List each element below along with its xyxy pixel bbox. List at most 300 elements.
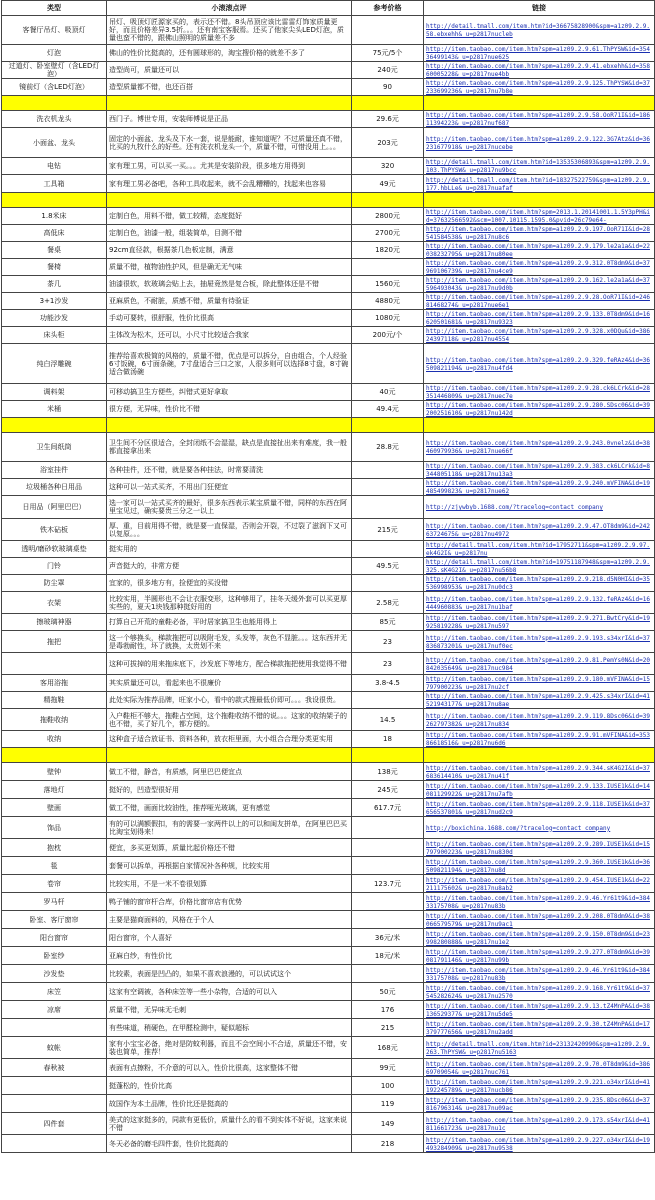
cell-link [424, 911, 655, 929]
cell-type [2, 1077, 107, 1095]
product-link[interactable]: http://item.taobao.com/item.htm?spm=a1z09.2.9.46.Yr61t9&id=38433175708&_u=p2817nu83b [426, 966, 650, 982]
product-link[interactable]: http://detail.tmall.com/item.htm?id=19751187948&spm=a1z09.2.9.325.sK4G2I&_u=p2817nu56b8 [426, 559, 650, 574]
cell-type: 阳台窗帘 [2, 929, 107, 947]
cell-price: 1560元 [352, 276, 424, 293]
product-link[interactable]: http://item.taobao.com/item.htm?spm=a1z09.2.9.30.tZ4MnPA&id=17379777656&_u=p2817nu2add [426, 1020, 650, 1036]
table-body [2, 16, 655, 1153]
product-link[interactable]: http://zjywbyb.1688.com/?tracelog=contact_company [426, 504, 604, 511]
table-row [2, 592, 655, 614]
cell-type: 透明/磨砂软玻璃桌垫 [2, 541, 107, 558]
cell-price: 40元 [352, 384, 424, 401]
cell-price: 50元 [352, 983, 424, 1001]
table-row [2, 763, 655, 781]
table-row [2, 631, 655, 653]
cell-link [424, 401, 655, 418]
cell-review: 做工不错，画面比较油性，推荐哑光玻璃，更有感觉 [107, 799, 352, 817]
table-row [2, 496, 655, 519]
cell-link [424, 16, 655, 45]
cell-link [424, 276, 655, 293]
table-row [2, 1037, 655, 1059]
cell-review: 选一家可以一站式买齐的最好，很多东西表示某宝质量不错，同样的东西在阿里宝见过，确实要贵三分之一以上 [107, 496, 352, 519]
cell-link [424, 310, 655, 327]
cell-review: 做工不错，静音，有质感，阿里巴巴便宜点 [107, 763, 352, 781]
cell-review: 鸭子铺的窗帘杆合库，价格比窗帘店有优势 [107, 893, 352, 911]
cell-review: 这一个够换头，梯款拖把可以吸附毛发，头发等，灰色不显脏。。。这东西并无是毒勃耐性，坏了就换，太贵划不来 [107, 631, 352, 653]
cell-price: 23 [352, 631, 424, 653]
cell-type: 小面盆、龙头 [2, 128, 107, 158]
cell-review: 佛山的性价比挺高的，还有圆球形的，淘宝搜价格的就差不多了 [107, 45, 352, 62]
cell-review: 冬天必备的磨毛四件套，性价比挺高的 [107, 1135, 352, 1153]
table-row [2, 111, 655, 128]
cell-link [424, 817, 655, 839]
cell-link [424, 839, 655, 857]
cell-price [352, 259, 424, 276]
cell-price [352, 893, 424, 911]
cell-type: 收纳 [2, 731, 107, 748]
cell-type: 抱枕 [2, 839, 107, 857]
separator-cell [424, 193, 655, 208]
cell-price: 617.7元 [352, 799, 424, 817]
table-row [2, 675, 655, 692]
cell-type: 日用品（阿里巴巴） [2, 496, 107, 519]
table-row [2, 62, 655, 79]
table-row [2, 653, 655, 675]
cell-review: 打算自己开荒的童鞋必备，平时居家搞卫生也能用得上 [107, 614, 352, 631]
separator-row [2, 418, 655, 433]
cell-review: 各种挂件，还不错，就是要各种挂法，时常要清洗 [107, 462, 352, 479]
cell-type: 米桶 [2, 401, 107, 418]
shopping-list-table [1, 0, 655, 1153]
cell-type: 卧室、客厅窗帘 [2, 911, 107, 929]
product-link[interactable]: http://item.taobao.com/item.htm?spm=a1z09.2.9.329.feRAz4&id=36509821194&_u=p2817nu4fd4 [426, 356, 650, 372]
cell-link [424, 433, 655, 462]
product-link[interactable]: http://item.taobao.com/item.htm?spm=a1z09.2.9.70.0T8dm9&id=38669709054&_u=p2817nuc761 [426, 1060, 650, 1076]
table-row [2, 128, 655, 158]
cell-type: 茶几 [2, 276, 107, 293]
cell-price [352, 541, 424, 558]
cell-type: 卧室纱 [2, 947, 107, 965]
cell-price: 245元 [352, 781, 424, 799]
product-link[interactable]: http://item.taobao.com/item.htm?spm=a1z09.2.9.328.x0DQu&id=38624397118&_u=p2817nu4554 [426, 328, 650, 343]
cell-review: 这种可拔掉的用来拖床底下，沙发底下等地方，配合梯款拖把使用我觉得不错 [107, 653, 352, 675]
cell-review: 美式的这家挺多的，同款有更低价，质量什么的看不到实体不好说，这家来说不错 [107, 1113, 352, 1135]
cell-type: 凉席 [2, 1001, 107, 1019]
table-row [2, 225, 655, 242]
cell-link [424, 175, 655, 193]
table-row [2, 401, 655, 418]
product-link[interactable]: http://item.taobao.com/item.htm?spm=a1z09.2.9.28.OoR71I&id=24681468274&_u=p2817nue6e1 [426, 294, 650, 309]
cell-link [424, 1077, 655, 1095]
cell-price: 1820元 [352, 242, 424, 259]
cell-review: 挺实用的 [107, 541, 352, 558]
cell-type: 工具箱 [2, 175, 107, 193]
cell-type: 高低床 [2, 225, 107, 242]
cell-type: 洗衣机龙头 [2, 111, 107, 128]
cell-link [424, 128, 655, 158]
product-link[interactable]: http://detail.tmall.com/item.htm?id=23132420990&spm=a1z09.2.9.263.ThPYSW&_u=p2817nu5163 [426, 1040, 650, 1056]
header-price: 参考价格 [352, 1, 424, 16]
cell-review: 表面有点擦粉，不介意的可以入，性价比很高，这家整体不错 [107, 1059, 352, 1077]
cell-link [424, 575, 655, 592]
table-row [2, 817, 655, 839]
cell-type: 拖鞋收纳 [2, 709, 107, 731]
separator-row [2, 748, 655, 763]
product-link[interactable]: http://item.taobao.com/item.htm?spm=a1z09.2.9.277.0T8dm9&id=39081791146&_u=p2817nu99b [426, 948, 650, 964]
cell-link [424, 675, 655, 692]
cell-type: 餐桌 [2, 242, 107, 259]
cell-type [2, 1135, 107, 1153]
product-link[interactable]: http://item.taobao.com/item.htm?spm=a1z09.2.9.91.mVFINA&id=35386618516&_u=p2817nu6d6 [426, 732, 650, 747]
product-link[interactable]: http://item.taobao.com/item.htm?spm=a1z09.2.9.235.8Dsc06&id=37816796314&_u=p2817nu09ac [426, 1096, 650, 1112]
cell-type: 灯泡 [2, 45, 107, 62]
cell-review: 家有理工男，可以买一买。。。尤其是安装阶段，很多地方用得到 [107, 158, 352, 175]
cell-review: 定制白色，用料不错，做工较精，态度挺好 [107, 208, 352, 225]
product-link[interactable]: http://item.taobao.com/item.htm?spm=a1z09.2.9.360.IUSE1k&id=36509821194&_u=p2817nu8d [426, 858, 650, 874]
cell-price: 215 [352, 1019, 424, 1037]
product-link[interactable]: http://item.taobao.com/item.htm?spm=a1z09.2.9.425.s34xrI&id=41521943177&_u=p2817nu8ae [426, 693, 650, 708]
product-link[interactable]: http://item.taobao.com/item.htm?spm=a1z09.2.9.133.IUSE1k&id=14081129922&_u=p2817nu7afb [426, 782, 650, 798]
cell-review: 亚麻白纱，有性价比 [107, 947, 352, 965]
cell-price: 75元/5个 [352, 45, 424, 62]
table-row [2, 1135, 655, 1153]
product-link[interactable]: http://item.taobao.com/item.htm?spm=a1z09.2.9.133.0T8dm9&id=16620501681&_u=p2817nu9323 [426, 311, 650, 326]
table-row [2, 158, 655, 175]
cell-link [424, 541, 655, 558]
cell-review: 固定的小面盆、龙头及下水一套，说是能耐，谁知道呢？不过质量还真不错，比买的九牧什么的好些。还有洗衣机龙头一个，质量不错，可惜没用上。。。 [107, 128, 352, 158]
table-row [2, 1095, 655, 1113]
table-row [2, 781, 655, 799]
cell-link [424, 496, 655, 519]
cell-type: 衣架 [2, 592, 107, 614]
cell-type: 壁画 [2, 799, 107, 817]
cell-review: 手动可要转，很舒服，性价比很高 [107, 310, 352, 327]
table-row [2, 479, 655, 496]
cell-link [424, 225, 655, 242]
product-link[interactable]: http://detail.tmall.com/item.htm?id=13535306893&spm=a1z09.2.9.103.ThPYSW&_u=p2817nu9bcc [426, 159, 650, 174]
product-link[interactable]: http://item.taobao.com/item.htm?spm=a1z09.2.9.383.ck6LCrk&id=8344805118&_u=p2817nu13a3 [426, 463, 650, 478]
product-link[interactable]: http://item.taobao.com/item.htm?spm=a1z09.2.9.240.mVFINA&id=19485499823&_u=p2817nue62 [426, 480, 650, 495]
cell-price: 215元 [352, 519, 424, 541]
cell-link [424, 293, 655, 310]
cell-price: 18 [352, 731, 424, 748]
cell-type: 防尘罩 [2, 575, 107, 592]
table-row [2, 1019, 655, 1037]
separator-cell [107, 193, 352, 208]
cell-review: 便宜，多买更划算，质量比起价格还不错 [107, 839, 352, 857]
cell-type: 卫生间纸筒 [2, 433, 107, 462]
product-link[interactable]: http://item.taobao.com/item.htm?spm=a1z09.2.9.243.0vnelz&id=38460979936&_u=p2817nue66f [426, 440, 650, 455]
cell-link [424, 111, 655, 128]
cell-review: 这家有空调被，各种床笠等一些小杂物，合适的可以入 [107, 983, 352, 1001]
separator-cell [2, 96, 107, 111]
cell-type [2, 653, 107, 675]
cell-review: 声音挺大的，非常方便 [107, 558, 352, 575]
separator-cell [2, 748, 107, 763]
cell-review: 挺好的，凹造型很好用 [107, 781, 352, 799]
table-row [2, 1059, 655, 1077]
separator-cell [107, 418, 352, 433]
cell-link [424, 1037, 655, 1059]
table-row [2, 293, 655, 310]
cell-link [424, 1001, 655, 1019]
cell-price [352, 496, 424, 519]
product-link[interactable]: http://item.taobao.com/item.htm?spm=a1z09.2.9.162.le2a1a&id=37596493043&_u=p2817nu9d0b [426, 277, 650, 292]
cell-link [424, 893, 655, 911]
cell-type: 过道灯、卧室壁灯（含LED灯泡） [2, 62, 107, 79]
cell-price: 29.6元 [352, 111, 424, 128]
table-row [2, 893, 655, 911]
cell-type: 蚊帐 [2, 1037, 107, 1059]
cell-link [424, 1135, 655, 1153]
cell-type: 卷帘 [2, 875, 107, 893]
cell-review: 造型质量都不错，也还百搭 [107, 79, 352, 96]
cell-type: 床头柜 [2, 327, 107, 344]
table-row [2, 433, 655, 462]
cell-price: 49.4元 [352, 401, 424, 418]
cell-link [424, 62, 655, 79]
table-row [2, 344, 655, 384]
product-link[interactable]: http://item.taobao.com/item.htm?spm=a1z09.2.9.197.OoR71I&id=28541584538&_u=p2817nu8c6 [426, 226, 650, 241]
cell-review: 其实质量还可以，看起来也不很廉价 [107, 675, 352, 692]
cell-type: 浴室挂件 [2, 462, 107, 479]
table-row [2, 614, 655, 631]
cell-link [424, 519, 655, 541]
product-link[interactable]: http://item.taobao.com/item.htm?spm=a1z09.2.9.179.le2a1a&id=22038232795&_u=p2817nu80ee [426, 243, 650, 258]
separator-cell [107, 748, 352, 763]
cell-link [424, 692, 655, 709]
cell-price [352, 344, 424, 384]
product-link[interactable]: http://item.taobao.com/item.htm?spm=a1z09.2.9.61.ThPYSW&id=35436499143&_u=p2817nue625 [426, 46, 650, 61]
cell-price: 123.7元 [352, 875, 424, 893]
cell-type: 1.8米床 [2, 208, 107, 225]
cell-link [424, 653, 655, 675]
separator-cell [107, 96, 352, 111]
cell-type: 餐椅 [2, 259, 107, 276]
table-row [2, 1113, 655, 1135]
cell-price [352, 16, 424, 45]
table-row [2, 259, 655, 276]
separator-cell [352, 418, 424, 433]
cell-price: 23 [352, 653, 424, 675]
table-row [2, 519, 655, 541]
cell-review: 很方便，无异味，性价比不错 [107, 401, 352, 418]
product-link[interactable]: http://item.taobao.com/item.htm?spm=a1z09.2.9.193.s34xrI&id=37836873201&_u=p2817nuf0ec [426, 634, 650, 650]
product-link[interactable]: http://detail.tmall.com/item.htm?id=18327522759&spm=a1z09.2.9.177.hbLLe&_u=p2817nuafaf [426, 176, 650, 192]
table-row [2, 799, 655, 817]
cell-link [424, 259, 655, 276]
separator-cell [352, 193, 424, 208]
cell-link [424, 384, 655, 401]
cell-price: 149 [352, 1113, 424, 1135]
separator-row [2, 96, 655, 111]
cell-review: 阳台窗帘，个人喜好 [107, 929, 352, 947]
cell-link [424, 781, 655, 799]
cell-review: 有的可以满额假扣，有的需要一家两件以上的可以和闺友拼单，在阿里巴巴买比淘宝划得来！ [107, 817, 352, 839]
table-row [2, 462, 655, 479]
cell-review: 有些味道，稍硬色，在甲醛检测中，疑似超标 [107, 1019, 352, 1037]
cell-review: 故国作为本土品牌，性价比还是挺高的 [107, 1095, 352, 1113]
product-link[interactable]: http://item.taobao.com/item.htm?spm=a1z09.2.9.208.0T8dm9&id=38066579579&_u=p2817nu9ac1 [426, 912, 650, 928]
cell-type: 床笠 [2, 983, 107, 1001]
product-link[interactable]: http://item.taobao.com/item.htm?spm=a1z09.2.9.218.d5N0HI&id=35536998953&_u=p2817nu0dc3 [426, 576, 650, 591]
cell-link [424, 208, 655, 225]
cell-link [424, 857, 655, 875]
product-link[interactable]: http://item.taobao.com/item.htm?spm=a1z09.2.9.46.Yr61t9&id=38433175708&_u=p2817nu83b [426, 894, 650, 910]
table-row [2, 327, 655, 344]
product-link[interactable]: http://item.taobao.com/item.htm?spm=a1z09.2.9.454.IUSE1k&id=22211175602&_u=p2817nu8ab2 [426, 876, 650, 892]
table-row [2, 16, 655, 45]
cell-link [424, 614, 655, 631]
product-link[interactable]: http://item.taobao.com/item.htm?spm=a1z09.2.9.122.3G7Atz&id=36231677918&_u=p2817nucebe [426, 135, 650, 151]
product-link[interactable]: http://item.taobao.com/item.htm?spm=a1z09.2.9.58.OoR71I&id=18611394223&_u=p2817nuf687 [426, 112, 650, 127]
cell-price: 203元 [352, 128, 424, 158]
cell-link [424, 344, 655, 384]
product-link[interactable]: http://item.taobao.com/item.htm?spm=a1z09.2.9.13.tZ4MnPA&id=38136529377&_u=p2817nu5de5 [426, 1002, 650, 1018]
cell-link [424, 1019, 655, 1037]
product-link[interactable]: http://item.taobao.com/item.htm?spm=a1z09.2.9.227.o34xrI&id=19493284909&_u=p2817nu9538 [426, 1136, 650, 1152]
product-link[interactable]: http://item.taobao.com/item.htm?spm=a1z09.2.9.344.sK4G2I&id=37683614410&_u=p2817nu41f [426, 764, 650, 780]
product-link[interactable]: http://item.taobao.com/item.htm?spm=a1z09.2.9.180.mVFINA&id=15797900223&_u=p2817nu2cf [426, 676, 650, 691]
cell-price: 200元/个 [352, 327, 424, 344]
cell-link [424, 731, 655, 748]
cell-link [424, 462, 655, 479]
cell-type: 罗马杆 [2, 893, 107, 911]
separator-row [2, 193, 655, 208]
product-link[interactable]: http://item.taobao.com/item.htm?spm=a1z09.2.9.271.BwtCry&id=19925819228&_u=p2817nu597 [426, 615, 650, 630]
cell-link [424, 983, 655, 1001]
product-link[interactable]: http://item.taobao.com/item.htm?spm=a1z09.2.9.173.s54xrI&id=41811661723&_u=p2817nu1c [426, 1116, 650, 1132]
cell-type: 功能沙发 [2, 310, 107, 327]
cell-price: 18元/米 [352, 947, 424, 965]
cell-review: 这种盒子适合放证书、资料各种，放衣柜里面，大小组合合理分类更实用 [107, 731, 352, 748]
cell-link [424, 479, 655, 496]
cell-type: 落地灯 [2, 781, 107, 799]
cell-type: 四件套 [2, 1113, 107, 1135]
table-row [2, 558, 655, 575]
table-row [2, 965, 655, 983]
cell-price [352, 462, 424, 479]
cell-price: 2700元 [352, 225, 424, 242]
cell-link [424, 929, 655, 947]
cell-price: 90 [352, 79, 424, 96]
product-link[interactable]: http://item.taobao.com/item.htm?spm=a1z09.2.9.221.o34xrI&id=41192245789&_u=p2817nucb86 [426, 1078, 650, 1094]
product-link[interactable]: http://detail.tmall.com/item.htm?id=36675828900&spm=a1z09.2.9.58.ebxehh&_u=p2817nucleb [426, 23, 650, 38]
cell-review: 套餐可以拆单，再根据自家情况补各种规，比较实用 [107, 857, 352, 875]
product-link[interactable]: http://item.taobao.com/item.htm?spm=a1z09.2.9.150.0T8dm9&id=23998280888&_u=p2817nu1e2 [426, 930, 650, 946]
cell-review: 比较实用，半圆形也不会让衣服变形，这种够用了，挂冬天缓外套可以买更厚实些的，夏天1块钱那种挺好用的 [107, 592, 352, 614]
cell-price [352, 575, 424, 592]
table-row [2, 242, 655, 259]
cell-price: 119 [352, 1095, 424, 1113]
cell-price [352, 839, 424, 857]
cell-type: 擦玻璃神器 [2, 614, 107, 631]
table-row [2, 79, 655, 96]
cell-price: 240元 [352, 62, 424, 79]
cell-type [2, 1019, 107, 1037]
product-link[interactable]: http://detail.tmall.com/item.htm?id=17952711&spm=a1z09.2.9.97.ek4G2I&_u=p2817nu [426, 542, 650, 557]
cell-type: 精拖鞋 [2, 692, 107, 709]
product-link[interactable]: http://boxichina.1688.com/?tracelog=contact_company [426, 824, 611, 832]
table-row [2, 709, 655, 731]
product-link[interactable]: http://item.taobao.com/item.htm?spm=a1z09.2.9.289.IUSE1k&id=15797900223&_u=p2817nu830d [426, 840, 650, 856]
cell-link [424, 327, 655, 344]
cell-type: 镜前灯（含LED灯泡） [2, 79, 107, 96]
cell-price [352, 479, 424, 496]
cell-review: 质量不错，无异味无毛刺 [107, 1001, 352, 1019]
cell-price: 168元 [352, 1037, 424, 1059]
cell-review: 推荐给喜欢极简的风格的，质量不错，优点是可以拆分，自由组合，个人经验6寸饭碗，6寸面条碗，7寸盘适合三口之家，人很多则可以选择8寸盘，8寸碗适合做汤碗 [107, 344, 352, 384]
product-link[interactable]: http://item.taobao.com/item.htm?spm=a1z09.2.9.125.ThPYSW&id=37233699236&_u=p2817nu7b8e [426, 80, 650, 95]
cell-price: 218 [352, 1135, 424, 1153]
product-link[interactable]: http://item.taobao.com/item.htm?spm=a1z09.2.9.280.SDsc06&id=39200251610&_u=p2817nu142d [426, 402, 650, 417]
cell-type: 垃圾桶各种日用品 [2, 479, 107, 496]
product-link[interactable]: http://item.taobao.com/item.htm?spm=a1z09.2.9.28.ck6LCrk&id=28351446809&_u=p2817nuec7e [426, 385, 650, 400]
separator-cell [2, 193, 107, 208]
cell-link [424, 1095, 655, 1113]
table-row [2, 1001, 655, 1019]
cell-link [424, 1059, 655, 1077]
cell-price: 2800元 [352, 208, 424, 225]
product-link[interactable]: http://item.taobao.com/item.htm?spm=a1z09.2.9.312.0T8dm9&id=37969106739&_u=p2817nu4ce9 [426, 260, 650, 275]
table-row [2, 947, 655, 965]
cell-price: 3.8-4.5 [352, 675, 424, 692]
cell-review: 入户鞋柜不够大，拖鞋占空间，这个拖鞋收纳不错的说。。。这家的收纳架子的也不错，买了好几个，都方便的。 [107, 709, 352, 731]
cell-price: 28.8元 [352, 433, 424, 462]
product-link[interactable]: http://item.taobao.com/item.htm?spm=a1z09.2.9.81.PemYs0N&id=20842035649&_u=p2817nuc984 [426, 656, 650, 672]
table-row [2, 839, 655, 857]
product-link[interactable]: http://item.taobao.com/item.htm?spm=a1z09.2.9.41.ebxehh&id=35860005228&_u=p2817nue4bb [426, 63, 650, 78]
product-link[interactable]: http://item.taobao.com/item.htm?spm=a1z09.2.9.118.IUSE1k&id=37656537801&_u=p2817nud2c9 [426, 800, 650, 816]
cell-price [352, 817, 424, 839]
table-row [2, 276, 655, 293]
cell-type: 毯 [2, 857, 107, 875]
table-row [2, 208, 655, 225]
cell-review: 吊灯、吸顶灯匠源家买的，表示还不错。8头吊顶应该比雷雷灯饰家质量更好，而且价格差异3.5折。。。还有南宝客服焉。还买了他家尖头LED灯泡，质量也蛮不错的，跟佛山照明的质量差不多 [107, 16, 352, 45]
separator-cell [424, 418, 655, 433]
product-link[interactable]: http://item.taobao.com/item.htm?spm=a1z09.2.9.47.OT8dm9&id=24263724675&_u=p2817nu4972 [426, 522, 650, 538]
cell-price [352, 692, 424, 709]
separator-cell [352, 748, 424, 763]
cell-type: 铁木砧板 [2, 519, 107, 541]
cell-review: 西门子。博世专用，安装师傅说是正品 [107, 111, 352, 128]
product-link[interactable]: http://item.taobao.com/item.htm?spm=2013.1.20141001.1.5Y3pPH&id=37632566592&scm=1007.10115.1595.0&pvid=26c79e64- [426, 209, 650, 224]
cell-price [352, 965, 424, 983]
cell-review: 比较实用，不是一米不卷很划算 [107, 875, 352, 893]
header-type: 类型 [2, 1, 107, 16]
cell-price: 36元/米 [352, 929, 424, 947]
cell-review: 可移动搞卫生方便些，纠错式更好拿取 [107, 384, 352, 401]
product-link[interactable]: http://item.taobao.com/item.htm?spm=a1z09.2.9.119.8Dsc06&id=39262797382&_u=p2817nu834 [426, 712, 650, 728]
table-row [2, 575, 655, 592]
product-link[interactable]: http://item.taobao.com/item.htm?spm=a1z09.2.9.168.Yr61t9&id=37545282624&_u=p2817nu2570 [426, 984, 650, 1000]
cell-price: 100 [352, 1077, 424, 1095]
header-link: 链接 [424, 1, 655, 16]
cell-type: 电钻 [2, 158, 107, 175]
separator-cell [2, 418, 107, 433]
cell-link [424, 875, 655, 893]
cell-review: 卫生间不分区很适合，全封闭纸不会湿湿，缺点是直接扯出来有难度，我一般都直接拿出来 [107, 433, 352, 462]
product-link[interactable]: http://item.taobao.com/item.htm?spm=a1z09.2.9.132.feRAz4&id=16444960883&_u=p2817nu1baf [426, 595, 650, 611]
table-row [2, 929, 655, 947]
cell-review: 油漆很软，软玻璃会贴上去，抽屉竟然是复合板，除此整体还是不错 [107, 276, 352, 293]
cell-link [424, 558, 655, 575]
header-review: 小滚滚点评 [107, 1, 352, 16]
cell-type: 客餐厅吊灯、吸顶灯 [2, 16, 107, 45]
cell-link [424, 242, 655, 259]
cell-price: 2.58元 [352, 592, 424, 614]
cell-type [2, 1095, 107, 1113]
cell-link [424, 1113, 655, 1135]
